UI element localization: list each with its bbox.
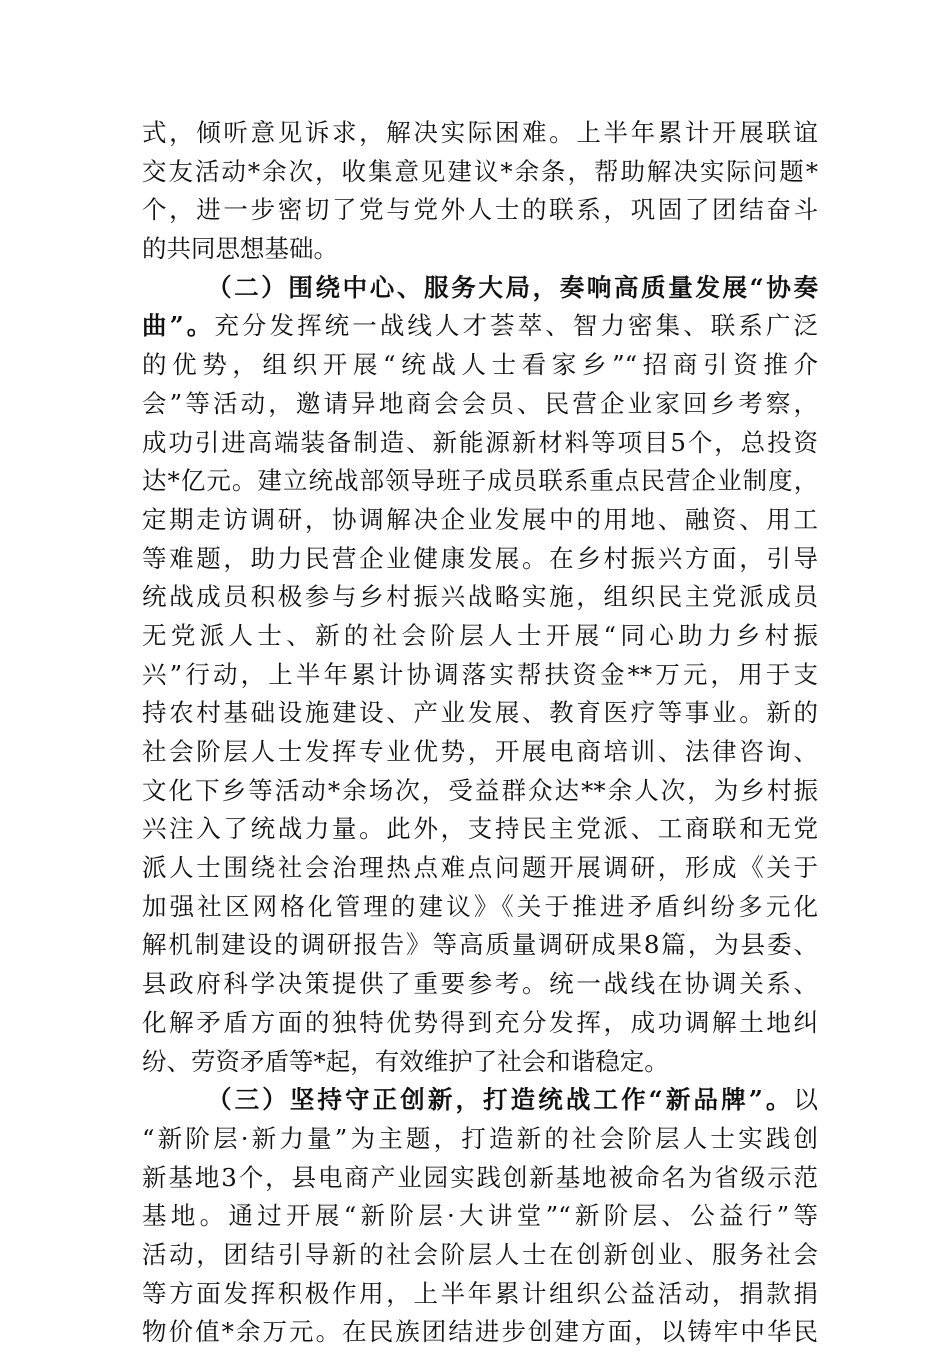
paragraph-2-line-16: 派人士围绕社会治理热点难点问题开展调研，形成《关于 [142,853,818,883]
paragraph-1-line-3: 个，进一步密切了党与党外人士的联系，巩固了团结奋斗 [142,195,818,225]
paragraph-1-line-2: 交友活动*余次，收集意见建议*余条，帮助解决实际问题* [142,156,818,186]
paragraph-2-line-11: 兴”行动，上半年累计协调落实帮扶资金**万元，用于支 [142,659,818,689]
paragraph-2-line-12: 持农村基础设施建设、产业发展、教育医疗等事业。新的 [142,698,818,728]
section-2-heading-end: 曲”。 [142,311,215,341]
paragraph-1-line-1: 式，倾听意见诉求，解决实际困难。上半年累计开展联谊 [142,118,818,147]
section-2-heading-line-2 [142,307,818,346]
paragraph-2-line-7: 定期走访调研，协调解决企业发展中的用地、融资、用工 [142,504,818,534]
paragraph-2-line-3: 的优势，组织开展“统战人士看家乡”“招商引资推介 [142,350,818,380]
paragraph-2-line-5: 成功引进高端装备制造、新能源新材料等项目5个，总投资 [142,427,818,457]
paragraph-2-line-10: 无党派人士、新的社会阶层人士开展“同心助力乡村振 [142,620,818,650]
paragraph-3-line-4: 基地。通过开展“新阶层·大讲堂”“新阶层、公益行”等 [142,1201,818,1231]
paragraph-3-line-6: 等方面发挥积极作用，上半年累计组织公益活动，捐款捐 [142,1278,818,1308]
paragraph-2-line-17: 加强社区网格化管理的建议》《关于推进矛盾纠纷多元化 [142,891,818,921]
paragraph-2-line-15: 兴注入了统战力量。此外，支持民主党派、工商联和无党 [142,814,818,844]
section-3-heading-line [142,1081,818,1120]
paragraph-3-line-7: 物价值*余万元。在民族团结进步创建方面，以铸牢中华民 [142,1317,818,1347]
paragraph-3-line-2: “新阶层·新力量”为主题，打造新的社会阶层人士实践创 [142,1123,818,1153]
paragraph-2-line-13: 社会阶层人士发挥专业优势，开展电商培训、法律咨询、 [142,737,818,766]
paragraph-2-line-20: 化解矛盾方面的独特优势得到充分发挥，成功调解土地纠 [142,1007,818,1037]
paragraph-2-line-9: 统战成员积极参与乡村振兴战略实施，组织民主党派成员 [142,582,818,612]
paragraph-1-line-4: 的共同思想基础。 [142,234,338,264]
section-3-heading: （三）坚持守正创新，打造统战工作“新品牌”。 [207,1085,794,1115]
paragraph-2-line-4: 会”等活动，邀请异地商会会员、民营企业家回乡考察， [142,388,818,418]
section-2-heading-line-1: （二）围绕中心、服务大局，奏响高质量发展“协奏 [207,272,818,302]
paragraph-2-line-19: 县政府科学决策提供了重要参考。统一战线在协调关系、 [142,969,818,999]
section-3-line-1-text: 以 [793,1085,818,1115]
section-2-line-2-text: 充分发挥统一战线人才荟萃、智力密集、联系广泛 [214,311,819,341]
paragraph-3-line-3: 新基地3个，县电商产业园实践创新基地被命名为省级示范 [142,1162,818,1192]
paragraph-2-line-6: 达*亿元。建立统战部领导班子成员联系重点民营企业制度， [142,466,818,496]
paragraph-3-line-5: 活动，团结引导新的社会阶层人士在创新创业、服务社会 [142,1239,818,1269]
paragraph-2-line-21: 纷、劳资矛盾等*起，有效维护了社会和谐稳定。 [142,1046,669,1076]
paragraph-2-line-18: 解机制建设的调研报告》等高质量调研成果8篇，为县委、 [142,930,818,960]
paragraph-2-line-8: 等难题，助力民营企业健康发展。在乡村振兴方面，引导 [142,543,818,573]
paragraph-2-line-14: 文化下乡等活动*余场次，受益群众达**余人次，为乡村振 [142,775,818,805]
document-body [142,114,818,1352]
